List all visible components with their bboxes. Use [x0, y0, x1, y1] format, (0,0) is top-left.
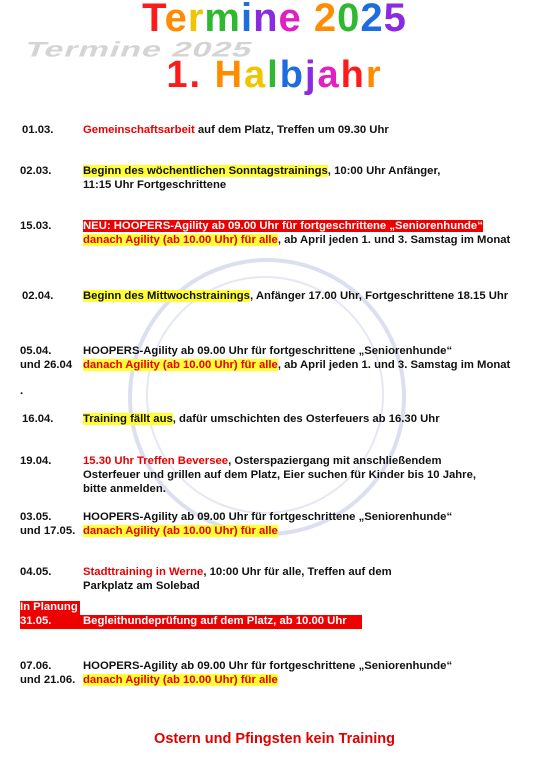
- stray-dot: .: [20, 385, 24, 397]
- event-text-line2: [83, 234, 510, 248]
- title-shadow: Termine 2025: [21, 38, 257, 62]
- event-date: 05.04.: [20, 345, 52, 357]
- event-text-segment: Gemeinschaftsarbeit: [83, 124, 195, 136]
- event-text-line3: bitte anmelden.: [83, 483, 166, 495]
- event-text-line2-segment: danach Agility (ab 10.00 Uhr) für alle: [83, 234, 278, 246]
- planning-label: In Planung: [20, 601, 80, 615]
- event-text-line2: Osterfeuer und grillen auf dem Platz, Eier suchen für Kinder bis 10 Jahre,: [83, 469, 476, 481]
- event-text-line2-segment: , ab April jeden 1. und 3. Samstag im Monat: [277, 359, 511, 371]
- event-date: 19.04.: [20, 455, 52, 467]
- event-text-segment: HOOPERS-Agility ab 09.00 Uhr für fortgeschrittene „Seniorenhunde“: [83, 660, 453, 672]
- event-date: 02.04.: [22, 290, 54, 302]
- page-subtitle: 1. Halbjahr: [166, 54, 383, 96]
- event-text: [83, 165, 440, 179]
- event-text-line2-segment: danach Agility (ab 10.00 Uhr) für alle: [83, 525, 278, 537]
- event-date: 02.03.: [20, 165, 52, 177]
- event-text: [83, 566, 392, 580]
- event-date-second: und 26.04: [20, 359, 73, 371]
- event-text-segment: , Anfänger 17.00 Uhr, Fortgeschrittene 18.15 Uhr: [249, 290, 509, 302]
- event-date: 16.04.: [22, 413, 54, 425]
- event-text-segment: Begleithundeprüfung auf dem Platz, ab 10.00 Uhr: [83, 615, 347, 627]
- event-text-line2: [83, 674, 278, 688]
- event-text: [83, 660, 452, 674]
- event-date-second: und 21.06.: [20, 674, 76, 686]
- event-text-segment: , dafür umschichten des Osterfeuers ab 16.30 Uhr: [172, 413, 440, 425]
- event-text-segment: , 10:00 Uhr Anfänger,: [327, 165, 441, 177]
- event-text: [83, 413, 440, 427]
- event-date-second: und 17.05.: [20, 525, 76, 537]
- event-text-line2: 11:15 Uhr Fortgeschrittene: [83, 179, 227, 191]
- event-text-segment: Beginn des Mittwochstrainings: [83, 290, 250, 302]
- event-text-segment: Beginn des wöchentlichen Sonntagstrainings: [83, 165, 328, 177]
- event-text-line2-segment: , ab April jeden 1. und 3. Samstag im Monat: [277, 234, 511, 246]
- event-text-segment: , Osterspaziergang mit anschließendem: [228, 455, 442, 467]
- event-date: 01.03.: [22, 124, 54, 136]
- event-text-segment: , 10:00 Uhr für alle, Treffen auf dem: [203, 566, 392, 578]
- event-text-line2: Parkplatz am Solebad: [83, 580, 200, 592]
- event-date: 03.05.: [20, 511, 52, 523]
- event-text-segment: Stadttraining in Werne: [83, 566, 204, 578]
- event-text: [83, 615, 362, 629]
- event-text-line2: [83, 525, 278, 539]
- event-date: 15.03.: [20, 220, 52, 232]
- event-text: [83, 511, 452, 525]
- event-text-segment: HOOPERS-Agility ab 09.00 Uhr für fortgeschrittene „Seniorenhunde“: [83, 345, 453, 357]
- event-text-segment: HOOPERS-Agility ab 09.00 Uhr für fortgeschrittene „Seniorenhunde“: [83, 511, 453, 523]
- footer-note: Ostern und Pfingsten kein Training: [154, 731, 395, 747]
- event-date: 07.06.: [20, 660, 52, 672]
- event-text-line2: [83, 359, 510, 373]
- event-text-segment: 15.30 Uhr Treffen Beversee: [83, 455, 229, 467]
- event-text-line2-segment: danach Agility (ab 10.00 Uhr) für alle: [83, 674, 278, 686]
- event-text: [83, 124, 389, 138]
- event-text-segment: Training fällt aus: [83, 413, 173, 425]
- event-text: [83, 455, 442, 469]
- event-text: [83, 345, 452, 359]
- event-text-segment: NEU: HOOPERS-Agility ab 09.00 Uhr für fortgeschrittene „Seniorenhunde“: [83, 220, 483, 232]
- page-title: Termine 2025: [142, 0, 407, 40]
- event-date: 04.05.: [20, 566, 52, 578]
- event-text: [83, 220, 483, 234]
- event-text: [83, 290, 508, 304]
- event-text-line2-segment: danach Agility (ab 10.00 Uhr) für alle: [83, 359, 278, 371]
- event-date: 31.05.: [20, 615, 83, 629]
- event-text-segment: auf dem Platz, Treffen um 09.30 Uhr: [194, 124, 389, 136]
